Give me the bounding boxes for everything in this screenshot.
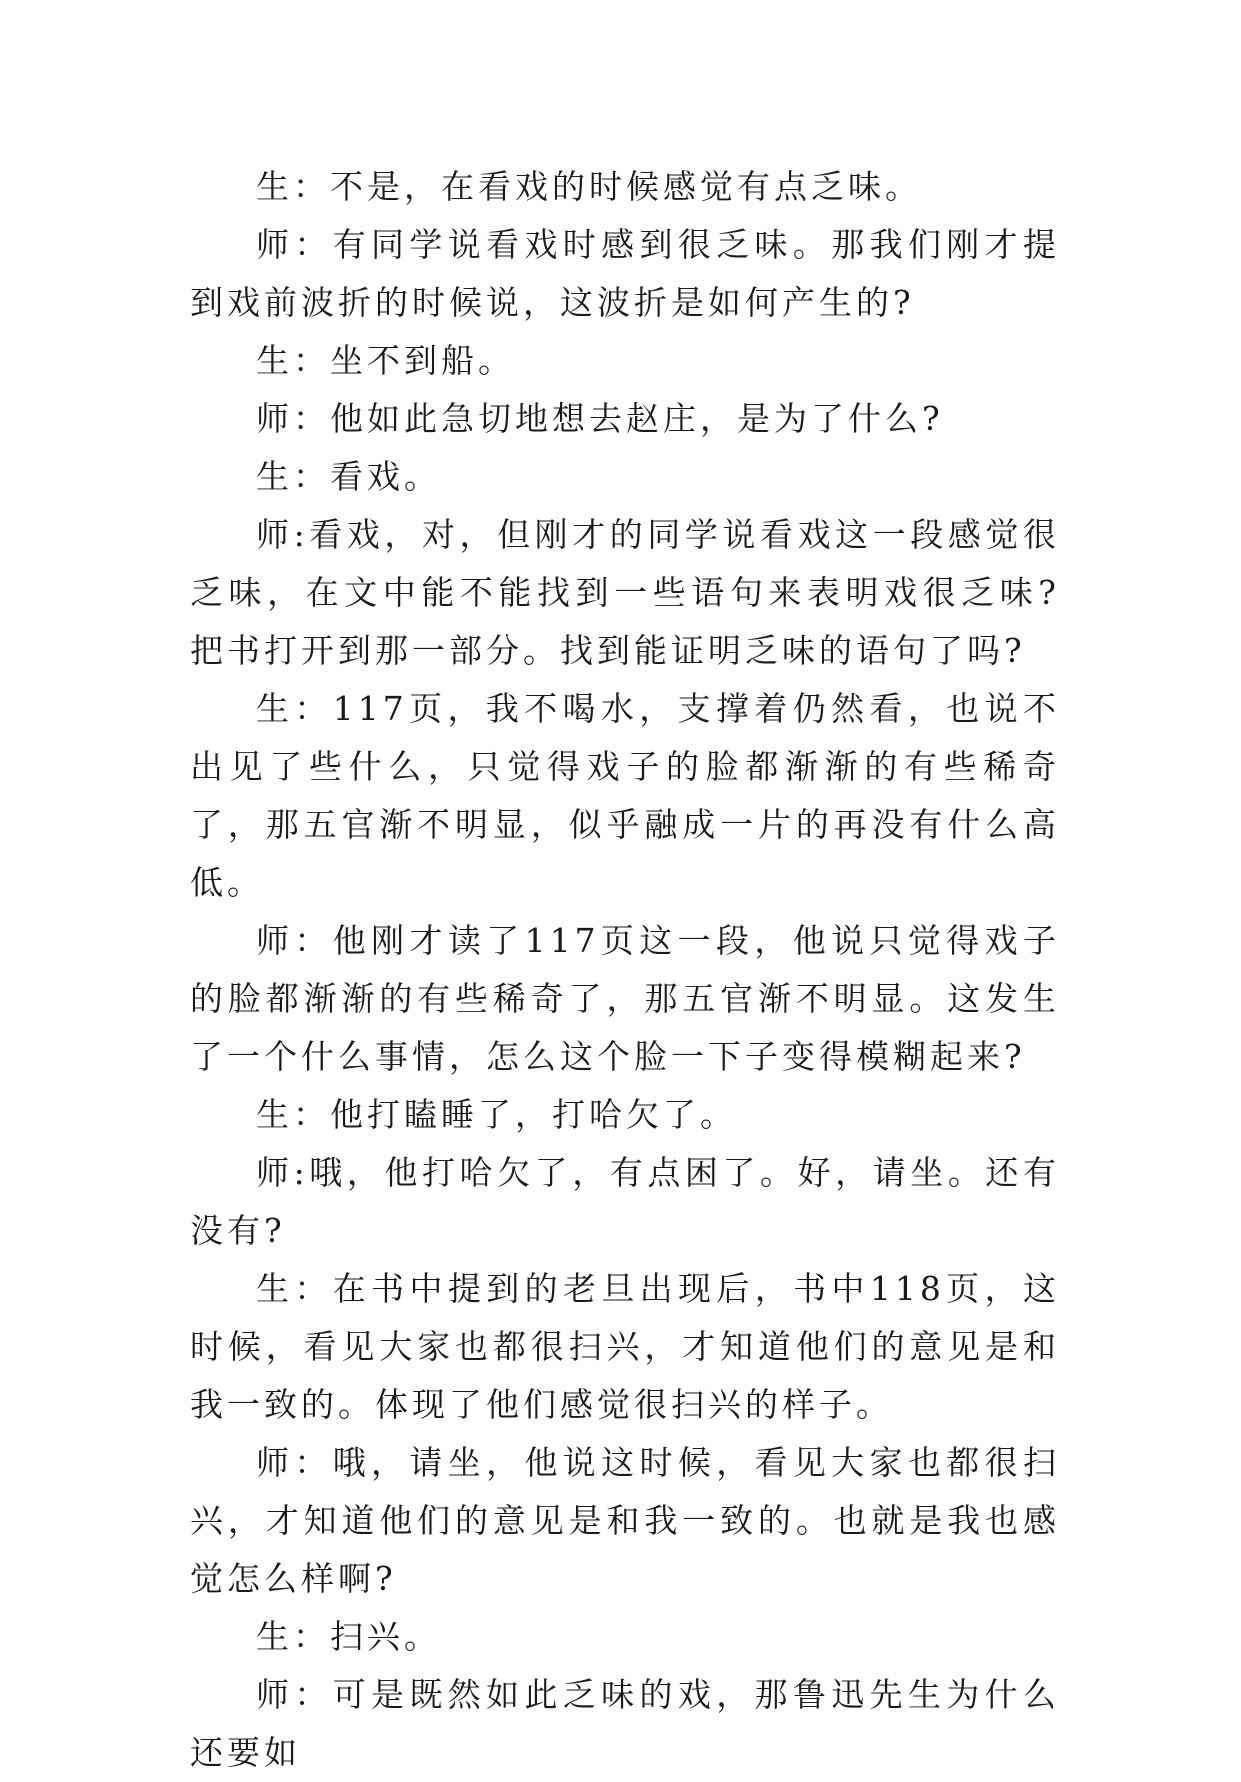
dialogue-paragraph: 生：不是，在看戏的时候感觉有点乏味。: [256, 167, 922, 206]
dialogue-paragraph: 师：哦，请坐，他说这时候，看见大家也都很扫兴，才知道他们的意见是和我一致的。也就是我也感觉怎么样啊?: [190, 1443, 1060, 1598]
dialogue-paragraph: 生：他打瞌睡了，打哈欠了。: [256, 1095, 737, 1134]
dialogue-text: [190, 158, 1060, 1782]
dialogue-paragraph: 生：117页，我不喝水，支撑着仍然看，也说不出见了些什么，只觉得戏子的脸都渐渐的有些稀奇了，那五官渐不明显，似乎融成一片的再没有什么高低。: [190, 689, 1060, 902]
dialogue-paragraph: 师:哦，他打哈欠了，有点困了。好，请坐。还有没有?: [190, 1153, 1060, 1250]
dialogue-paragraph: 生：看戏。: [256, 457, 441, 496]
dialogue-paragraph: 生：扫兴。: [256, 1617, 441, 1656]
dialogue-paragraph: 师：有同学说看戏时感到很乏味。那我们刚才提到戏前波折的时候说，这波折是如何产生的?: [190, 225, 1060, 322]
dialogue-paragraph: 生：在书中提到的老旦出现后，书中118页，这时候，看见大家也都很扫兴，才知道他们的意见是和我一致的。体现了他们感觉很扫兴的样子。: [190, 1269, 1060, 1424]
dialogue-paragraph: 生：坐不到船。: [256, 341, 515, 380]
dialogue-paragraph: 师：他刚才读了117页这一段，他说只觉得戏子的脸都渐渐的有些稀奇了，那五官渐不明显。这发生了一个什么事情，怎么这个脸一下子变得模糊起来?: [190, 921, 1060, 1076]
dialogue-paragraph: 师：可是既然如此乏味的戏，那鲁迅先生为什么还要如: [190, 1675, 1060, 1772]
dialogue-paragraph: 师：他如此急切地想去赵庄，是为了什么?: [256, 399, 944, 438]
dialogue-paragraph: 师:看戏，对，但刚才的同学说看戏这一段感觉很乏味，在文中能不能找到一些语句来表明戏很乏味?把书打开到那一部分。找到能证明乏味的语句了吗?: [190, 515, 1060, 670]
